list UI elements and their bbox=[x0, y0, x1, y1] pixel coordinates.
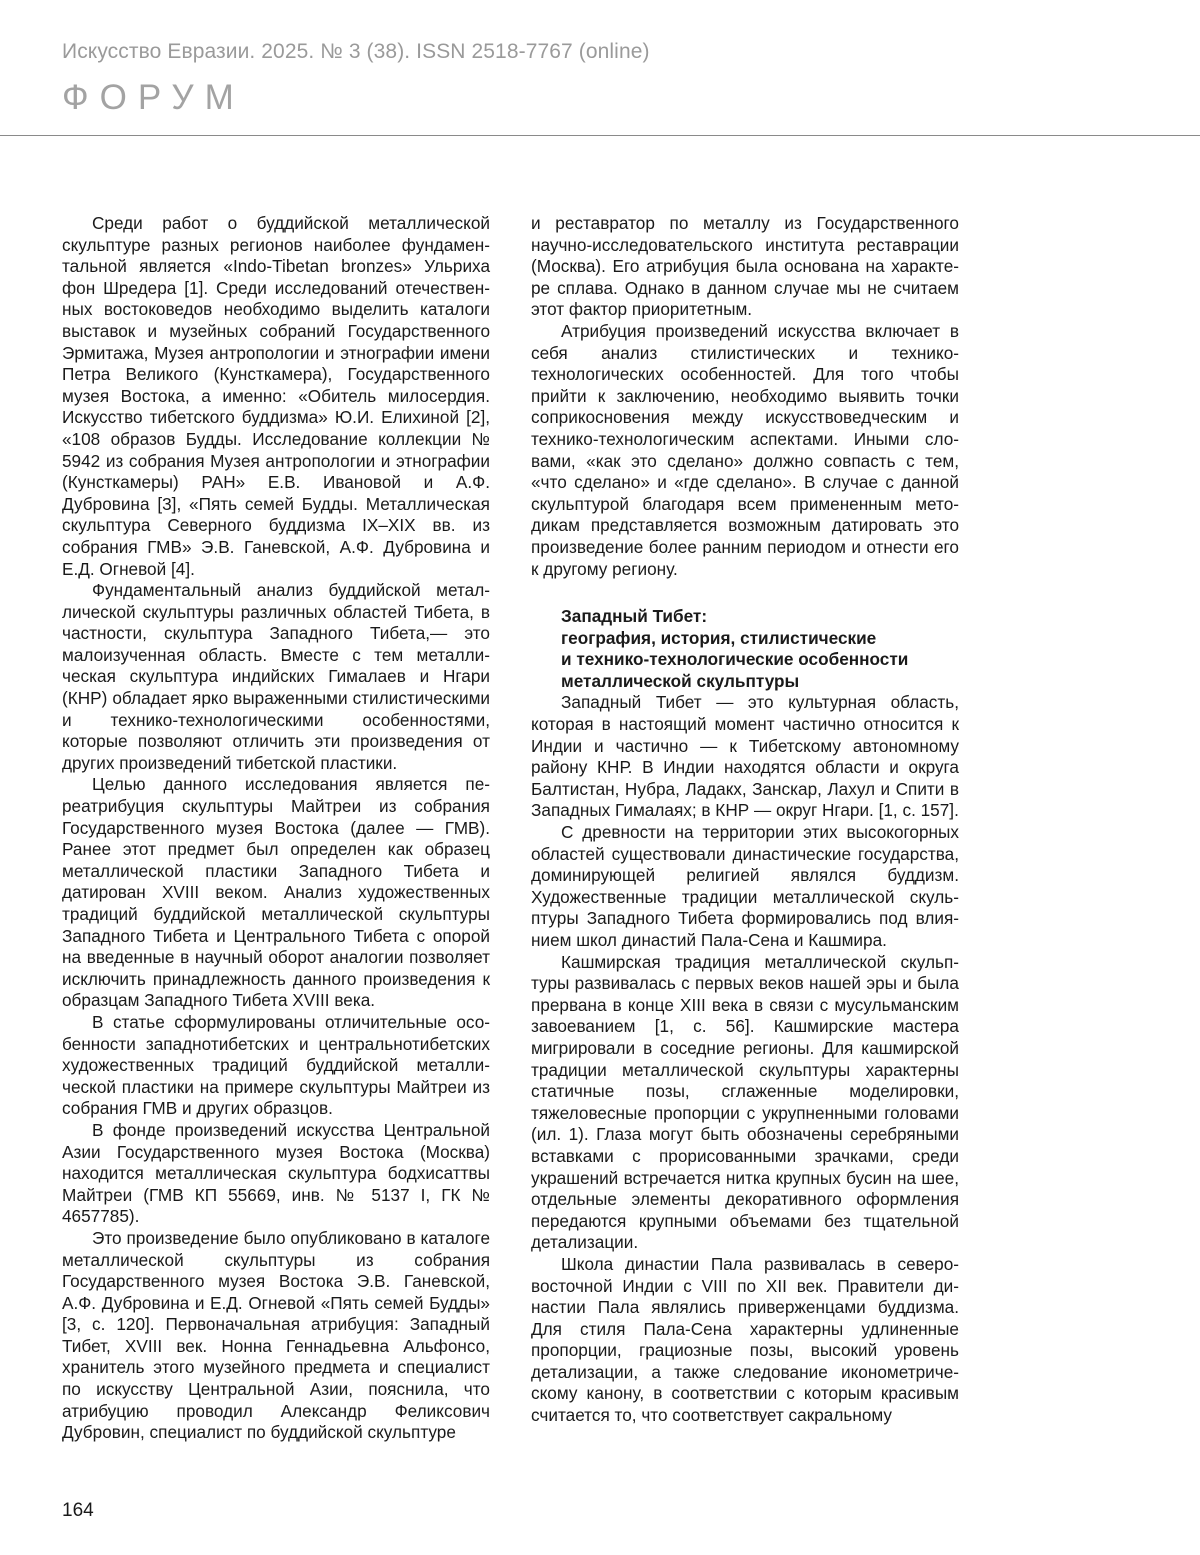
section-heading-line: география, история, стилистические bbox=[561, 627, 877, 648]
section-title: ФОРУМ bbox=[62, 78, 245, 117]
body-paragraph: С древности на территории этих высокогорных областей существовали династические государства, доминирующей религией являлся буддизм. Художественные традиции металлической скульптуры Западного Тибета формировались под влиянием школ династий Пала-Сена и Кашмира. bbox=[531, 822, 959, 950]
journal-citation: Искусство Евразии. 2025. № 3 (38). ISSN 2518-7767 (online) bbox=[62, 40, 650, 63]
body-paragraph: Это произведение было опубликовано в каталоге металлической скульптуры из собрания Государственного музея Востока Э.В. Ганевской, А.Ф. Дубровина и Е.Д. Огневой «Пять семей Будды» [3, с. 120]. Первоначальная атрибуция: Западный Тибет, XVIII век. Нонна Геннадьевна Альфонсо, хранитель этого музейного предмета и специалист по искусству Центральной Азии, пояснила, что атрибуцию проводил Александр Феликсович Дубровин, специалист по буддийской скульптуре bbox=[62, 1227, 490, 1443]
body-paragraph: В статье сформулированы отличительные особенности западнотибетских и центральнотибетских художественных традиций буддийской металлической пластики на примере скульптуры Майтреи из собрания ГМВ и других образцов. bbox=[62, 1011, 490, 1119]
body-paragraph: Целью данного исследования является переатрибуция скульптуры Майтреи из собрания Государственного музея Востока (далее — ГМВ). Ранее этот предмет был определен как образец металлической пластики Западного Тибета и датирован XVIII веком. Анализ художественных традиций буддийской металлической скульптуры Западного Тибета и Центрального Тибета с опорой на введенные в научный оборот аналогии позволяет исключить принадлежность данного произведения к образцам Западного Тибета XVIII века. bbox=[62, 774, 490, 1011]
page-number: 164 bbox=[62, 1500, 94, 1521]
body-paragraph-continuation: и реставратор по металлу из Государственного научно-исследовательского института реставрации (Москва). Его атрибуция была основана на характере сплава. Однако в данном случае мы не считаем этот фактор приоритетным. bbox=[531, 213, 959, 320]
body-paragraph: В фонде произведений искусства Центральной Азии Государственного музея Востока (Москва) находится металлическая скульптура бодхисаттвы Майтреи (ГМВ КП 55669, инв. № 5137 I, ГК № 4657785). bbox=[62, 1119, 490, 1227]
section-heading-line: Западный Тибет: bbox=[561, 606, 708, 627]
body-paragraph: Школа династии Пала развивалась в северовосточной Индии с VIII по XII век. Правители династии Пала являлись приверженцами буддизма. Для стиля Пала-Сена характерны удлиненные пропорции, грациозные позы, высокий уровень детализации, а также следование иконометрическому канону, в соответствии с которым красивым считается то, что соответствует сакральному bbox=[531, 1253, 959, 1426]
header-divider bbox=[0, 135, 1200, 136]
right-column bbox=[531, 213, 959, 1427]
section-heading-line: металлической скульптуры bbox=[561, 670, 800, 691]
body-paragraph: Среди работ о буддийской металлической скульптуре разных регионов наиболее фундаментальной является «Indo-Tibetan bronzes» Ульриха фон Шредера [1]. Среди исследований отечественных востоковедов необходимо выделить каталоги выставок и музейных собраний Государственного Эрмитажа, Музея антропологии и этнографии имени Петра Великого (Кунсткамера), Государственного музея Востока, а именно: «Обитель милосердия. Искусство тибетского буддизма» Ю.И. Елихиной [2], «108 образов Будды. Исследование коллекции № 5942 из собрания Музея антропологии и этнографии (Кунсткамеры) РАН» Е.В. Ивановой и А.Ф. Дубровина [3], «Пять семей Будды. Металлическая скульптура Северного буддизма IX–XIX вв. из собрания ГМВ» Э.В. Ганевской, А.Ф. Дубровина и Е.Д. Огневой [4]. bbox=[62, 213, 490, 579]
body-paragraph: Кашмирская традиция металлической скульптуры развивалась с первых веков нашей эры и была прервана в конце XIII века в связи с мусульманским завоеванием [1, с. 56]. Кашмирские мастера мигрировали в соседние регионы. Для кашмирской традиции металлической скульптуры характерны статичные позы, сглаженные моделировки, тяжеловесные пропорции с укрупненными головами (ил. 1). Глаза могут быть обозначены серебряными вставками с прорисованными зрачками, среди украшений встречается нитка крупных бусин на шее, отдельные элементы декоративного оформления передаются крупными объемами без тщательной детализации. bbox=[531, 951, 959, 1253]
body-paragraph: Атрибуция произведений искусства включает в себя анализ стилистических и технико-технологических особенностей. Для того чтобы прийти к заключению, необходимо выявить точки соприкосновения между искусствоведческим и технико-технологическим аспектами. Иными словами, «как это сделано» должно совпасть с тем, «что сделано» и «где сделано». В случае с данной скульптурой благодаря всем примененным методикам представляется возможным датировать это произведение более ранним периодом и отнести его к другому региону. bbox=[531, 320, 959, 579]
left-column bbox=[62, 213, 490, 1444]
body-paragraph: Фундаментальный анализ буддийской металлической скульптуры различных областей Тибета, в частности, скульптура Западного Тибета,— это малоизученная область. Вместе с тем металлическая скульптура индийских Гималаев и Нгари (КНР) обладает ярко выраженными стилистическими и технико-технологическими особенностями, которые позволяют отличить эти произведения от других произведений тибетской пластики. bbox=[62, 580, 490, 773]
body-paragraph: Западный Тибет — это культурная область, которая в настоящий момент частично относится к Индии и частично — к Тибетскому автономному району КНР. В Индии находятся области и округа Балтистан, Нубра, Ладакх, Занскар, Лахул и Спити в Западных Гималаях; в КНР — округ Нгари. [1, с. 157]. bbox=[531, 692, 959, 821]
section-heading bbox=[531, 606, 959, 692]
section-heading-line: и технико-технологические особенности bbox=[561, 649, 909, 670]
